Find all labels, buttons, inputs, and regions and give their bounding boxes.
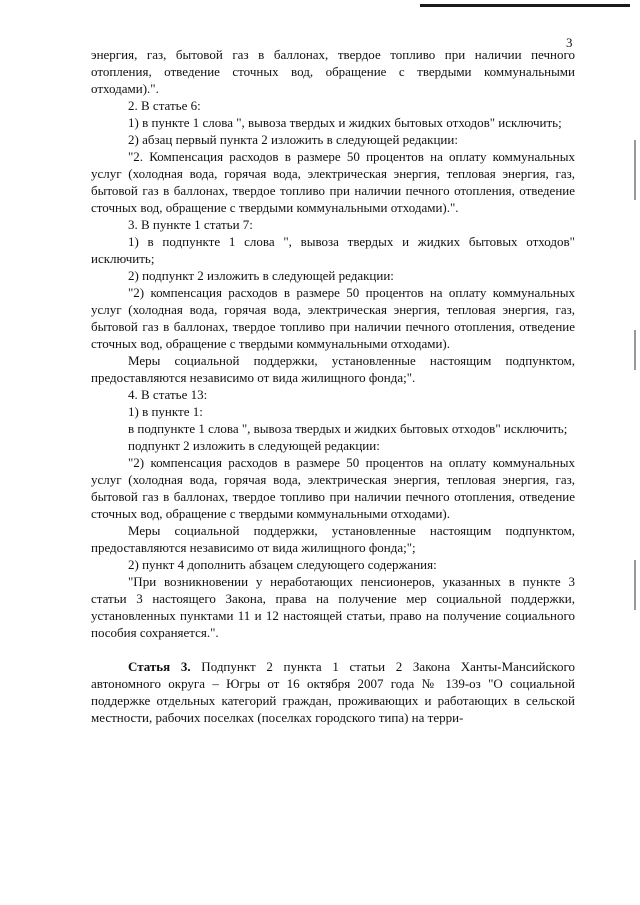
article-text: Подпункт 2 пункта 1 статьи 2 Закона Ханты-Мансийского автономного округа – Югры от 16 октября 2007 года № 139-оз "О социальной поддержке отдельных категорий граждан, проживающих и работающих в сельской местности, рабочих поселках (поселках городского типа) на терри-	[91, 659, 576, 725]
paragraph: "2) компенсация расходов в размере 50 процентов на оплату коммунальных услуг (холодная вода, горячая вода, электрическая энергия, тепловая энергия, газ, бытовой газ в баллонах, твердое топливо при наличии печного отопления, отведение сточных вод, обращение с твердыми коммунальными отходами).	[91, 455, 575, 521]
document-body	[91, 46, 575, 726]
paragraph: 3. В пункте 1 статьи 7:	[128, 217, 253, 232]
paragraph: 2) абзац первый пункта 2 изложить в следующей редакции:	[128, 132, 458, 147]
paragraph: Меры социальной поддержки, установленные настоящим подпунктом, предоставляются независимо от вида жилищного фонда;";	[91, 523, 575, 555]
paragraph: 2) пункт 4 дополнить абзацем следующего содержания:	[128, 557, 437, 572]
article-3-paragraph	[91, 658, 575, 726]
scan-edge-mark	[634, 560, 636, 610]
paragraph: "2) компенсация расходов в размере 50 процентов на оплату коммунальных услуг (холодная вода, горячая вода, электрическая энергия, тепловая энергия, газ, бытовой газ в баллонах, твердое топливо при наличии печного отопления, отведение сточных вод, обращение с твердыми коммунальными отходами).	[91, 285, 575, 351]
scan-edge-mark	[634, 330, 636, 370]
paragraph: 4. В статье 13:	[128, 387, 208, 402]
article-title: Статья 3.	[128, 659, 191, 674]
paragraph: "При возникновении у неработающих пенсионеров, указанных в пункте 3 статьи 3 настоящего Закона, права на получение мер социальной поддержки, установленных пунктами 11 и 12 настоящей статьи, право на получение социального пособия сохраняется.".	[91, 574, 575, 640]
paragraph: 1) в пункте 1:	[128, 404, 203, 419]
paragraph: Меры социальной поддержки, установленные настоящим подпунктом, предоставляются независимо от вида жилищного фонда;".	[91, 353, 575, 385]
paragraph: 1) в пункте 1 слова ", вывоза твердых и жидких бытовых отходов" исключить;	[128, 115, 562, 130]
scan-edge-mark	[634, 140, 636, 200]
scan-top-line	[420, 4, 630, 7]
paragraph: подпункт 2 изложить в следующей редакции:	[128, 438, 380, 453]
paragraph: 2. В статье 6:	[128, 98, 201, 113]
paragraph: энергия, газ, бытовой газ в баллонах, твердое топливо при наличии печного отопления, отведение сточных вод, обращение с твердыми коммунальными отходами).".	[91, 47, 575, 96]
paragraph: 2) подпункт 2 изложить в следующей редакции:	[128, 268, 394, 283]
paragraph: "2. Компенсация расходов в размере 50 процентов на оплату коммунальных услуг (холодная вода, горячая вода, электрическая энергия, тепловая энергия, газ, бытовой газ в баллонах, твердое топливо при наличии печного отопления, отведение сточных вод, обращение с твердыми коммунальными отходами).".	[91, 149, 575, 215]
paragraph: 1) в подпункте 1 слова ", вывоза твердых и жидких бытовых отходов" исключить;	[91, 234, 575, 266]
paragraph: в подпункте 1 слова ", вывоза твердых и жидких бытовых отходов" исключить;	[128, 421, 568, 436]
page-number: 3	[566, 35, 573, 50]
